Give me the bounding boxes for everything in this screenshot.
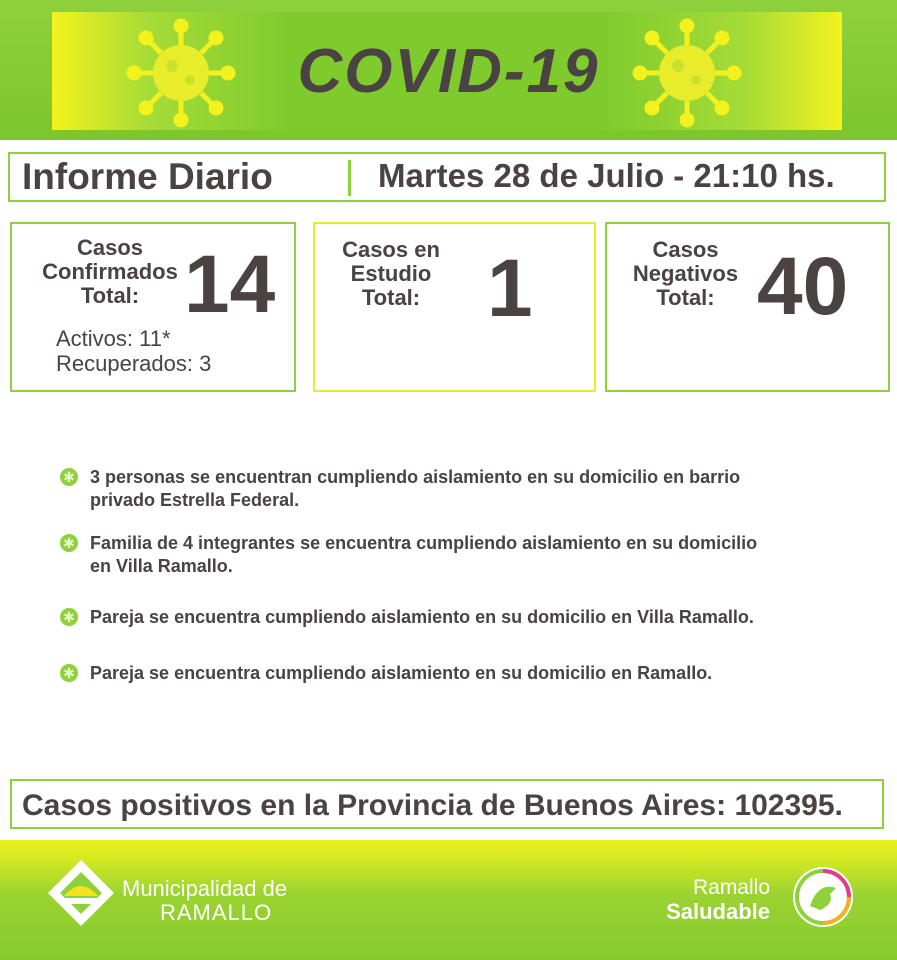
brand-line-2: Saludable — [666, 899, 770, 924]
label-line: Negativos — [632, 261, 739, 286]
text-line: 3 personas se encuentran cumpliendo aislamiento en su domicilio en barrio — [90, 467, 741, 487]
report-date: Martes 28 de Julio - 21:10 hs. — [378, 157, 835, 194]
text-line: en Villa Ramallo. — [90, 556, 233, 576]
study-cases-card — [313, 222, 596, 392]
municipality-city: RAMALLO — [160, 900, 273, 925]
ramallo-saludable-logo-icon — [790, 864, 856, 930]
label-line: Casos en — [342, 237, 440, 262]
confirmed-label — [20, 236, 200, 308]
divider — [348, 160, 351, 196]
label-line: Estudio — [350, 261, 432, 286]
label-line: Confirmados — [42, 259, 178, 284]
recovered-count: Recuperados: 3 — [56, 351, 212, 376]
bullet-icon: ✱ — [60, 608, 78, 626]
list-item-text: Pareja se encuentra cumpliendo aislamiento en su domicilio en Villa Ramallo. — [90, 607, 754, 627]
study-count: 1 — [487, 243, 533, 334]
label-line: Total: — [361, 285, 421, 310]
list-item-text — [90, 532, 757, 578]
header-banner — [0, 0, 897, 140]
municipality-logo-icon — [46, 858, 116, 928]
active-count: Activos: 11* — [56, 326, 171, 351]
brand-line-1: Ramallo — [692, 876, 770, 899]
text-line: Familia de 4 integrantes se encuentra cumpliendo aislamiento en su domicilio — [90, 533, 758, 553]
confirmed-cases-card — [10, 222, 296, 392]
list-item-text: Pareja se encuentra cumpliendo aislamiento en su domicilio en Ramallo. — [90, 663, 713, 683]
label-line: Casos — [76, 235, 144, 260]
page-title: COVID-19 — [297, 37, 600, 106]
report-info-bar — [8, 152, 886, 202]
negative-label — [613, 238, 758, 310]
negative-count: 40 — [757, 241, 849, 332]
study-label — [321, 238, 461, 310]
province-cases-text: Casos positivos en la Provincia de Buenos Aires: 102395. — [22, 789, 843, 822]
list-item-text — [90, 466, 740, 512]
municipality-name: Municipalidad de — [122, 876, 288, 901]
confirmed-count: 14 — [184, 239, 276, 330]
bullet-icon: ✱ — [60, 664, 78, 682]
label-line: Total: — [80, 283, 140, 308]
bullet-icon: ✱ — [60, 468, 78, 486]
label-line: Casos — [652, 237, 719, 262]
negative-cases-card — [605, 222, 890, 392]
report-title: Informe Diario — [22, 156, 273, 197]
province-cases-box — [10, 779, 884, 829]
text-line: privado Estrella Federal. — [90, 490, 300, 510]
label-line: Total: — [656, 285, 715, 310]
bullet-icon: ✱ — [60, 534, 78, 552]
